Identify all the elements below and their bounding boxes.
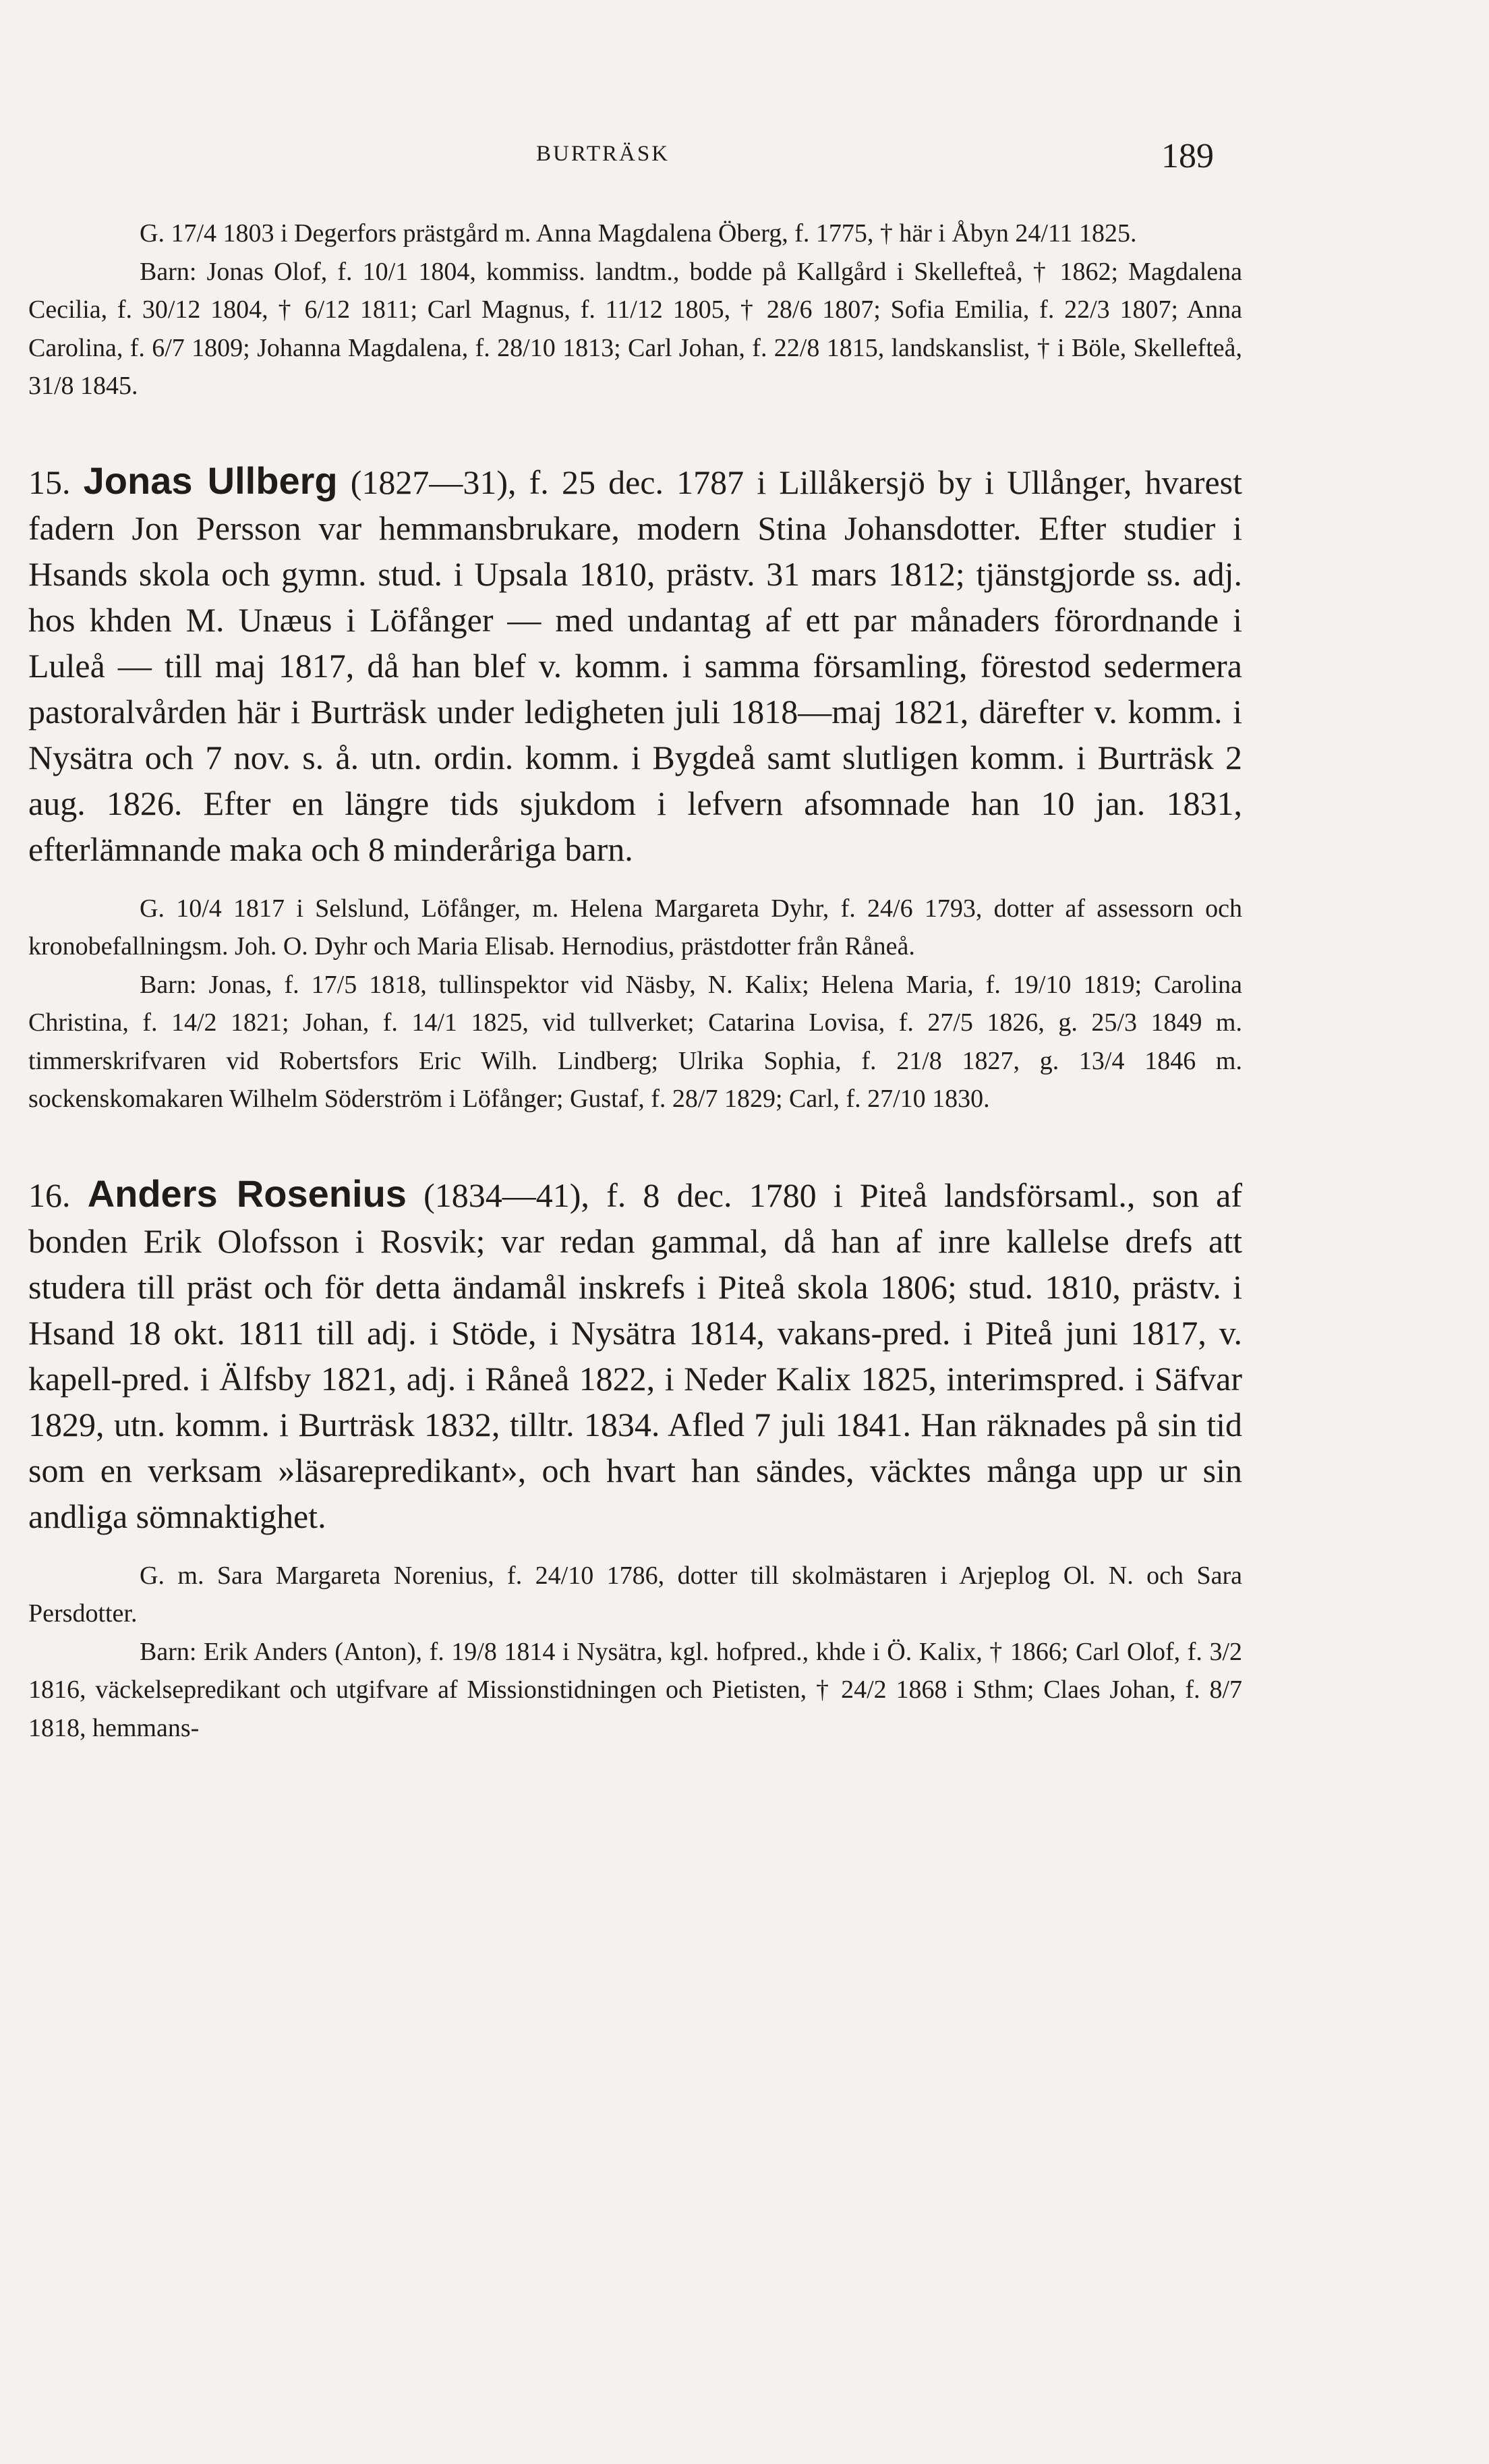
page-header <box>0 137 1489 182</box>
entry-15 <box>28 458 1242 872</box>
entry-16-marriage: G. m. Sara Margareta Norenius, f. 24/10 1786, dotter till skolmästaren i Arjeplog Ol. N. och Sara Persdotter. <box>28 1561 1242 1628</box>
entry-16-number: 16. <box>28 1176 71 1214</box>
marriage-note-top: G. 17/4 1803 i Degerfors prästgård m. Anna Magdalena Öberg, f. 1775, † här i Åbyn 24/11 1825. <box>140 219 1137 248</box>
entry-15-name: Jonas Ullberg <box>83 459 338 502</box>
entry-16-name: Anders Rosenius <box>87 1172 407 1215</box>
entry-16-children: Barn: Erik Anders (Anton), f. 19/8 1814 i Nysätra, kgl. hofpred., khde i Ö. Kalix, † 1866; Carl Olof, f. 3/2 1816, väckelsepredikant och utgifvare af Missionstidningen och Pietisten, † 24/2 1868 i Sthm; Claes Johan, f. 8/7 1818, hemmans- <box>28 1637 1242 1742</box>
page-body <box>28 214 1242 1747</box>
children-note-top: Barn: Jonas Olof, f. 10/1 1804, kommiss. landtm., bodde på Kallgård i Skellefteå, † 1862; Magdalena Cecilia, f. 30/12 1804, † 6/12 1811; Carl Magnus, f. 11/12 1805, † 28/6 1807; Sofia Emilia, f. 22/3 1807; Anna Carolina, f. 6/7 1809; Johanna Magdalena, f. 28/10 1813; Carl Johan, f. 22/8 1815, landskanslist, † i Böle, Skellefteå, 31/8 1845. <box>28 257 1242 400</box>
entry-15-marriage: G. 10/4 1817 i Selslund, Löfånger, m. Helena Margareta Dyhr, f. 24/6 1793, dotter af assessorn och kronobefallningsm. Joh. O. Dyhr och Maria Elisab. Hernodius, prästdotter från Råneå. <box>28 894 1242 961</box>
running-head: BURTRÄSK <box>536 142 670 166</box>
entry-16 <box>28 1171 1242 1539</box>
entry-15-number: 15. <box>28 463 71 501</box>
entry-15-children: Barn: Jonas, f. 17/5 1818, tullinspektor vid Näsby, N. Kalix; Helena Maria, f. 19/10 1819; Carolina Christina, f. 14/2 1821; Johan, f. 14/1 1825, vid tullverket; Catarina Lovisa, f. 27/5 1826, g. 25/3 1849 m. timmerskrifvaren vid Robertsfors Eric Wilh. Lindberg; Ulrika Sophia, f. 21/8 1827, g. 13/4 1846 m. sockenskomakaren Wilhelm Söderström i Löfånger; Gustaf, f. 28/7 1829; Carl, f. 27/10 1830. <box>28 970 1242 1113</box>
entry-16-text: (1834—41), f. 8 dec. 1780 i Piteå landsförsaml., son af bonden Erik Olofsson i Rosvik; var redan gammal, då han af inre kallelse drefs att studera till präst och för detta ändamål inskrefs i Piteå skola 1806; stud. 1810, prästv. i Hsand 18 okt. 1811 till adj. i Stöde, i Nysätra 1814, vakans-pred. i Piteå juni 1817, v. kapell-pred. i Älfsby 1821, adj. i Råneå 1822, i Neder Kalix 1825, interimspred. i Säfvar 1829, utn. komm. i Burträsk 1832, tilltr. 1834. Afled 7 juli 1841. Han räknades på sin tid som en verksam »läsarepredikant», och hvart han sändes, väcktes många upp ur sin andliga sömnaktighet. <box>28 1176 1243 1535</box>
entry-15-text: (1827—31), f. 25 dec. 1787 i Lillåkersjö by i Ullånger, hvarest fadern Jon Persson var hemmansbrukare, modern Stina Johansdotter. Efter studier i Hsands skola och gymn. stud. i Upsala 1810, prästv. 31 mars 1812; tjänstgjorde ss. adj. hos khden M. Unæus i Löfånger — med undantag af ett par månaders förordnande i Luleå — till maj 1817, då han blef v. komm. i samma församling, förestod sedermera pastoralvården här i Burträsk under ledigheten juli 1818—maj 1821, därefter v. komm. i Nysätra och 7 nov. s. å. utn. ordin. komm. i Bygdeå samt slutligen komm. i Burträsk 2 aug. 1826. Efter en längre tids sjukdom i lefvern afsomnade han 10 jan. 1831, efterlämnande maka och 8 minderåriga barn. <box>28 463 1243 868</box>
page-number: 189 <box>1161 137 1214 175</box>
